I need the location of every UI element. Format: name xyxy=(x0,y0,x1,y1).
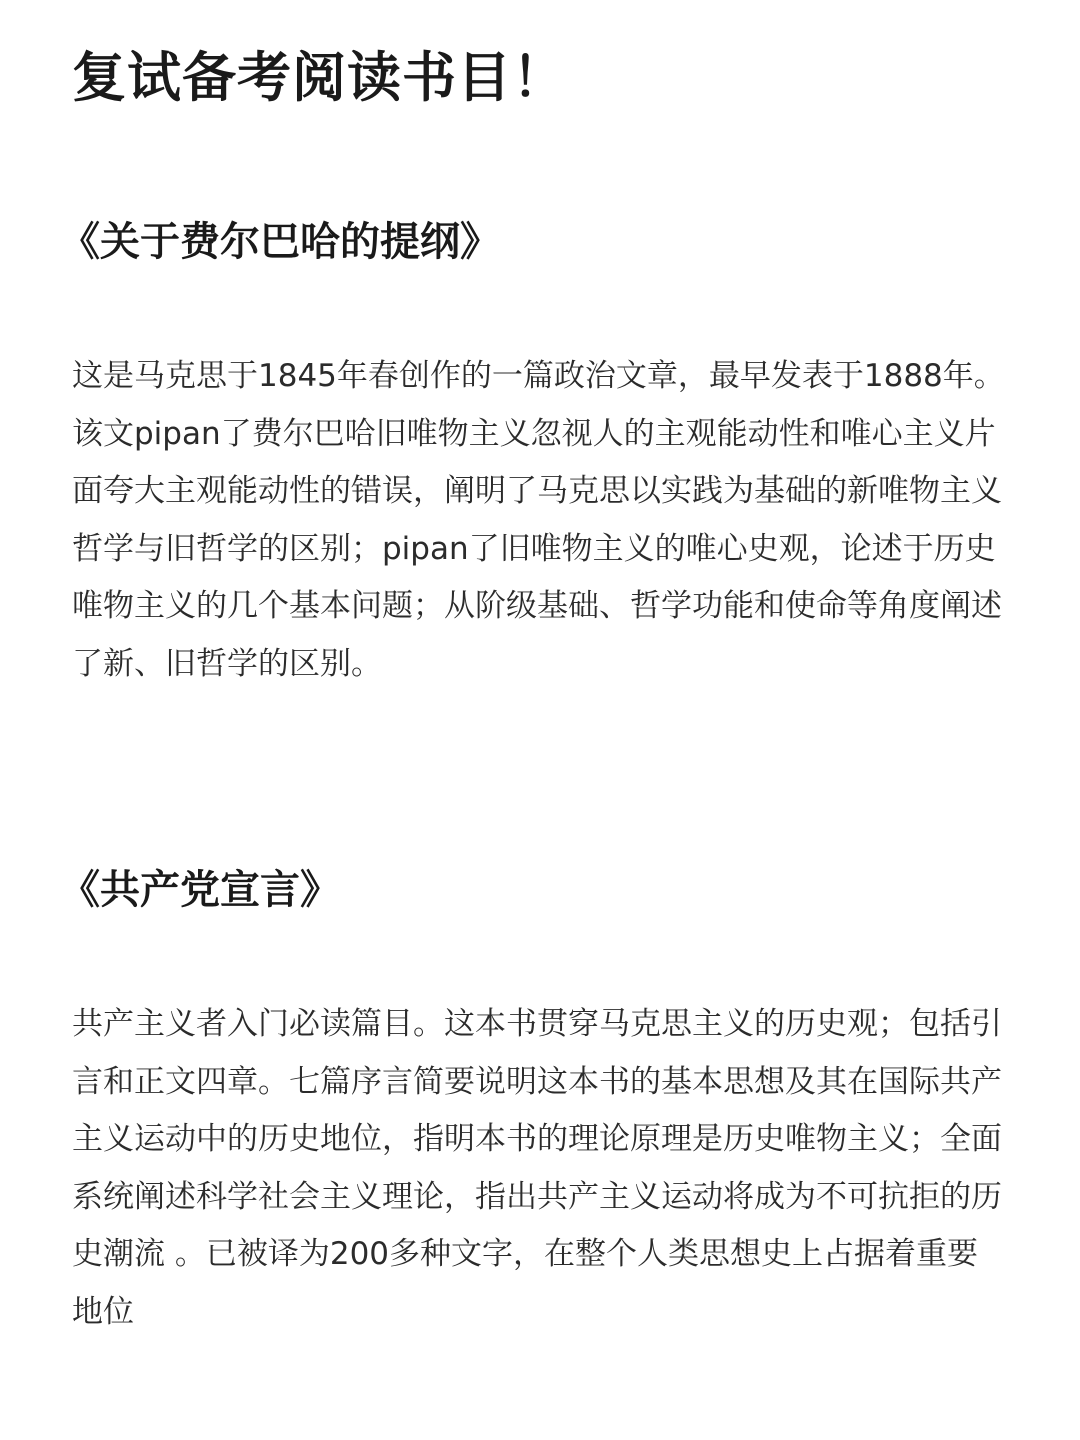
book-description: 共产主义者入门必读篇目。这本书贯穿马克思主义的历史观；包括引言和正文四章。七篇序言简要说明这本书的基本思想及其在国际共产主义运动中的历史地位，指明本书的理论原理是历史唯物主义；全面系统阐述科学社会主义理论，指出共产主义运动将成为不可抗拒的历史潮流 。已被译为200多种文字，在整个人类思想史上占据着重要地位 xyxy=(72,1006,1002,1330)
book-description: 这是马克思于1845年春创作的一篇政治文章，最早发表于1888年。该文pipan了费尔巴哈旧唯物主义忽视人的主观能动性和唯心主义片面夸大主观能动性的错误，阐明了马克思以实践为基础的新唯物主义哲学与旧哲学的区别；pipan了旧唯物主义的唯心史观，论述于历史唯物主义的几个基本问题；从阶级基础、哲学功能和使命等角度阐述了新、旧哲学的区别。 xyxy=(72,358,1005,682)
book-title: 《关于费尔巴哈的提纲》 xyxy=(60,219,500,265)
page-title: 复试备考阅读书目！ xyxy=(72,46,567,109)
book-title: 《共产党宣言》 xyxy=(60,867,340,913)
